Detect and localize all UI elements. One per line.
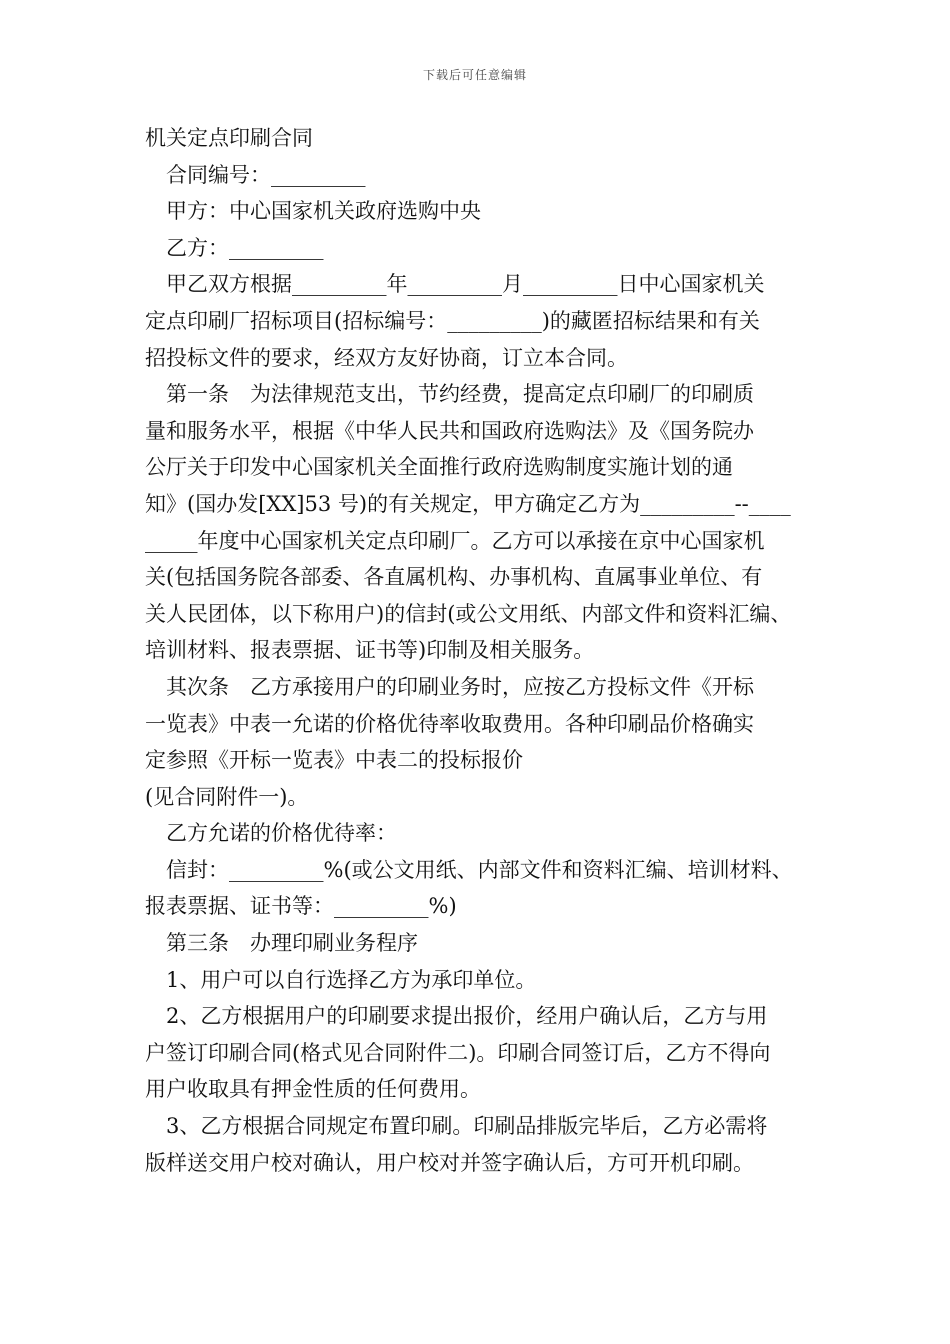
header-note: 下载后可任意编辑	[422, 68, 527, 82]
text-line: 量和服务水平，根据《中华人民共和国政府选购法》及《国务院办	[145, 418, 754, 443]
text-line: 关人民团体，以下称用户)的信封(或公文用纸、内部文件和资料汇编、	[145, 601, 792, 626]
text-line: 3、乙方根据合同规定布置印刷。印刷品排版完毕后，乙方必需将	[166, 1114, 768, 1139]
text-line: 公厅关于印发中心国家机关全面推行政府选购制度实施计划的通	[145, 455, 733, 480]
text-line: 第三条 办理印刷业务程序	[166, 931, 418, 956]
text-line: 户签订印刷合同(格式见合同附件二)。印刷合同签订后，乙方不得向	[145, 1040, 771, 1065]
text-line: 甲乙双方根据_________年_________月_________日中心国家机关	[166, 272, 765, 297]
text-line: 报表票据、证书等：_________%)	[145, 894, 457, 919]
text-line: 其次条 乙方承接用户的印刷业务时，应按乙方投标文件《开标	[166, 674, 754, 699]
text-line: 合同编号：_________	[166, 162, 366, 187]
text-line: 培训材料、报表票据、证书等)印制及相关服务。	[145, 638, 595, 663]
text-line: 用户收取具有押金性质的任何费用。	[145, 1077, 481, 1102]
text-line: 关(包括国务院各部委、各直属机构、办事机构、直属事业单位、有	[145, 565, 763, 590]
text-line: 乙方允诺的价格优待率：	[166, 821, 397, 846]
text-line: 知》(国办发[XX]53 号)的有关规定，甲方确定乙方为_________--____	[145, 491, 791, 516]
text-line: (见合同附件一)。	[145, 784, 309, 809]
text-line: 乙方：_________	[166, 235, 324, 260]
text-line: 定参照《开标一览表》中表二的投标报价	[145, 748, 523, 773]
text-line: 版样送交用户校对确认，用户校对并签字确认后，方可开机印刷。	[145, 1150, 754, 1175]
document-title: 机关定点印刷合同	[145, 126, 313, 150]
text-line: 2、乙方根据用户的印刷要求提出报价，经用户确认后，乙方与用	[166, 1004, 768, 1029]
text-line: 1、用户可以自行选择乙方为承印单位。	[166, 967, 537, 992]
text-line: 信封：_________%(或公文用纸、内部文件和资料汇编、培训材料、	[166, 857, 793, 882]
text-line: 甲方：中心国家机关政府选购中央	[166, 199, 481, 224]
text-line: 第一条 为法律规范支出，节约经费，提高定点印刷厂的印刷质	[166, 382, 754, 407]
text-line: 招投标文件的要求，经双方友好协商，订立本合同。	[145, 345, 628, 370]
text-line: 一览表》中表一允诺的价格优待率收取费用。各种印刷品价格确实	[145, 711, 754, 736]
contract-body	[145, 120, 815, 1181]
text-line: 定点印刷厂招标项目(招标编号：_________)的藏匿招标结果和有关	[145, 308, 760, 333]
text-line: _____年度中心国家机关定点印刷厂。乙方可以承接在京中心国家机	[145, 528, 765, 553]
